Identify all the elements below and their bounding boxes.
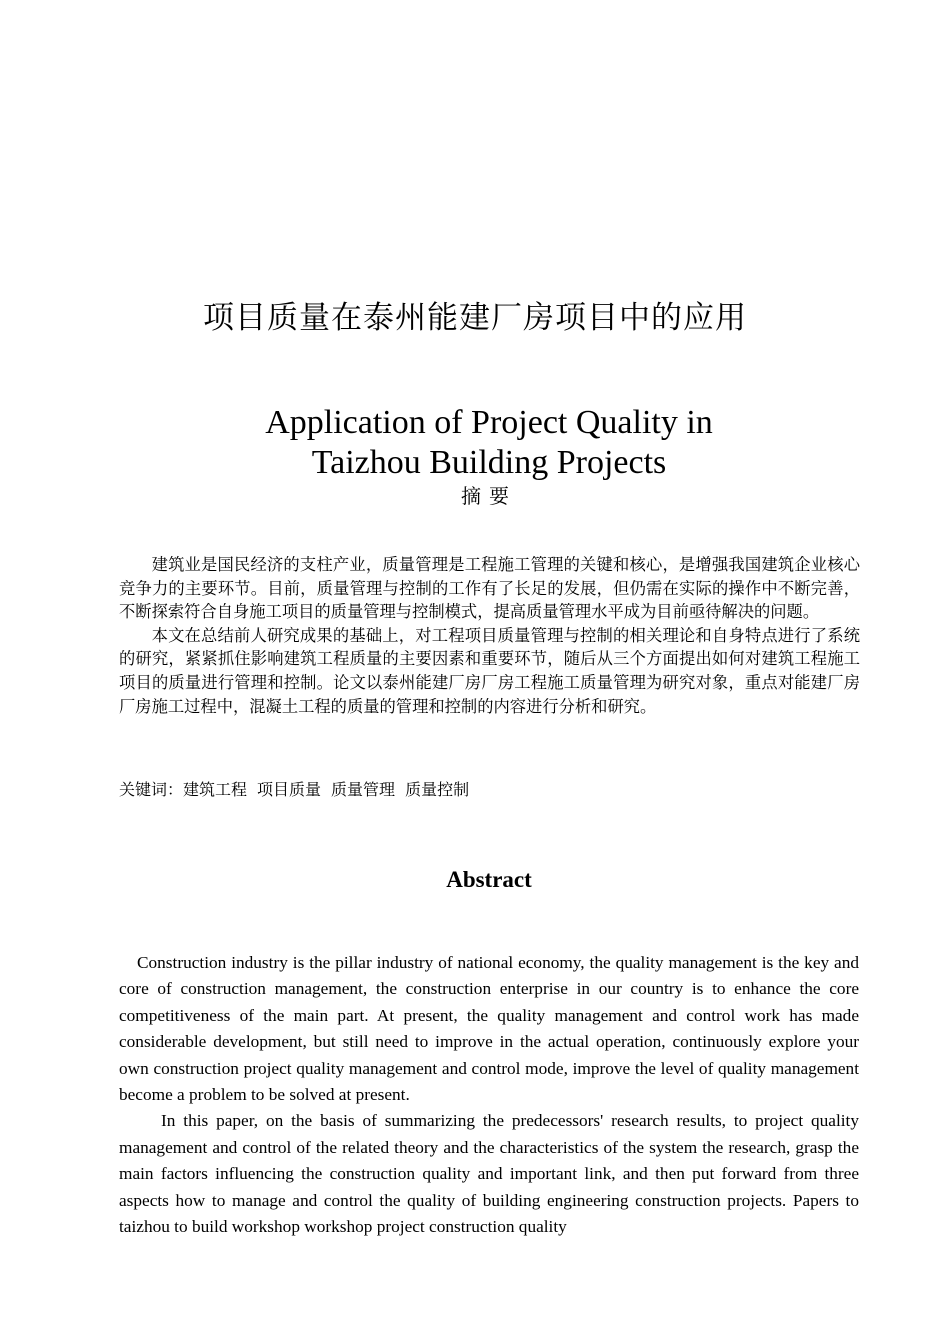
keyword-item: 质量控制 bbox=[405, 780, 470, 799]
english-abstract-body bbox=[119, 950, 859, 1240]
chinese-abstract-paragraph-2: 本文在总结前人研究成果的基础上，对工程项目质量管理与控制的相关理论和自身特点进行了系统的研究，紧紧抓住影响建筑工程质量的主要因素和重要环节，随后从三个方面提出如何对建筑工程施工项目的质量进行管理和控制。论文以泰州能建厂房厂房工程施工质量管理为研究对象，重点对能建厂房厂房施工过程中，混凝土工程的质量的管理和控制的内容进行分析和研究。 bbox=[119, 625, 860, 716]
chinese-keywords bbox=[119, 778, 860, 802]
keywords-label: 关键词： bbox=[119, 780, 184, 799]
english-title bbox=[0, 403, 950, 483]
chinese-abstract-heading: 摘要 bbox=[461, 484, 517, 508]
english-abstract-heading: Abstract bbox=[446, 867, 532, 892]
english-abstract-paragraph-1: Construction industry is the pillar industry of national economy, the quality management is the key and core of construction management, the construction enterprise in our country is to enhance the core competitiveness of the main part. At present, the quality management and control work has made considerable development, but still need to improve in the actual operation, continuously explore your own construction project quality management and control mode, improve the level of quality management become a problem to be solved at present. bbox=[119, 953, 859, 1105]
chinese-title: 项目质量在泰州能建厂房项目中的应用 bbox=[203, 300, 747, 336]
chinese-abstract-body bbox=[119, 553, 860, 718]
keyword-item: 质量管理 bbox=[331, 780, 396, 799]
english-title-line-1: Application of Project Quality in bbox=[265, 404, 713, 441]
chinese-abstract-paragraph-1: 建筑业是国民经济的支柱产业，质量管理是工程施工管理的关键和核心，是增强我国建筑企业核心竞争力的主要环节。目前，质量管理与控制的工作有了长足的发展，但仍需在实际的操作中不断完善，不断探索符合自身施工项目的质量管理与控制模式，提高质量管理水平成为目前亟待解决的问题。 bbox=[119, 555, 860, 622]
english-title-line-2: Taizhou Building Projects bbox=[311, 444, 667, 481]
keyword-item: 建筑工程 bbox=[183, 780, 248, 799]
keyword-item: 项目质量 bbox=[257, 780, 322, 799]
english-abstract-paragraph-2: In this paper, on the basis of summarizing the predecessors' research results, to project quality management and control of the related theory and the characteristics of the system the research, grasp the main factors influencing the construction quality and important link, and then put forward from three aspects how to manage and control the quality of building engineering construction projects. Papers to taizhou to build workshop workshop project construction quality bbox=[119, 1111, 859, 1237]
